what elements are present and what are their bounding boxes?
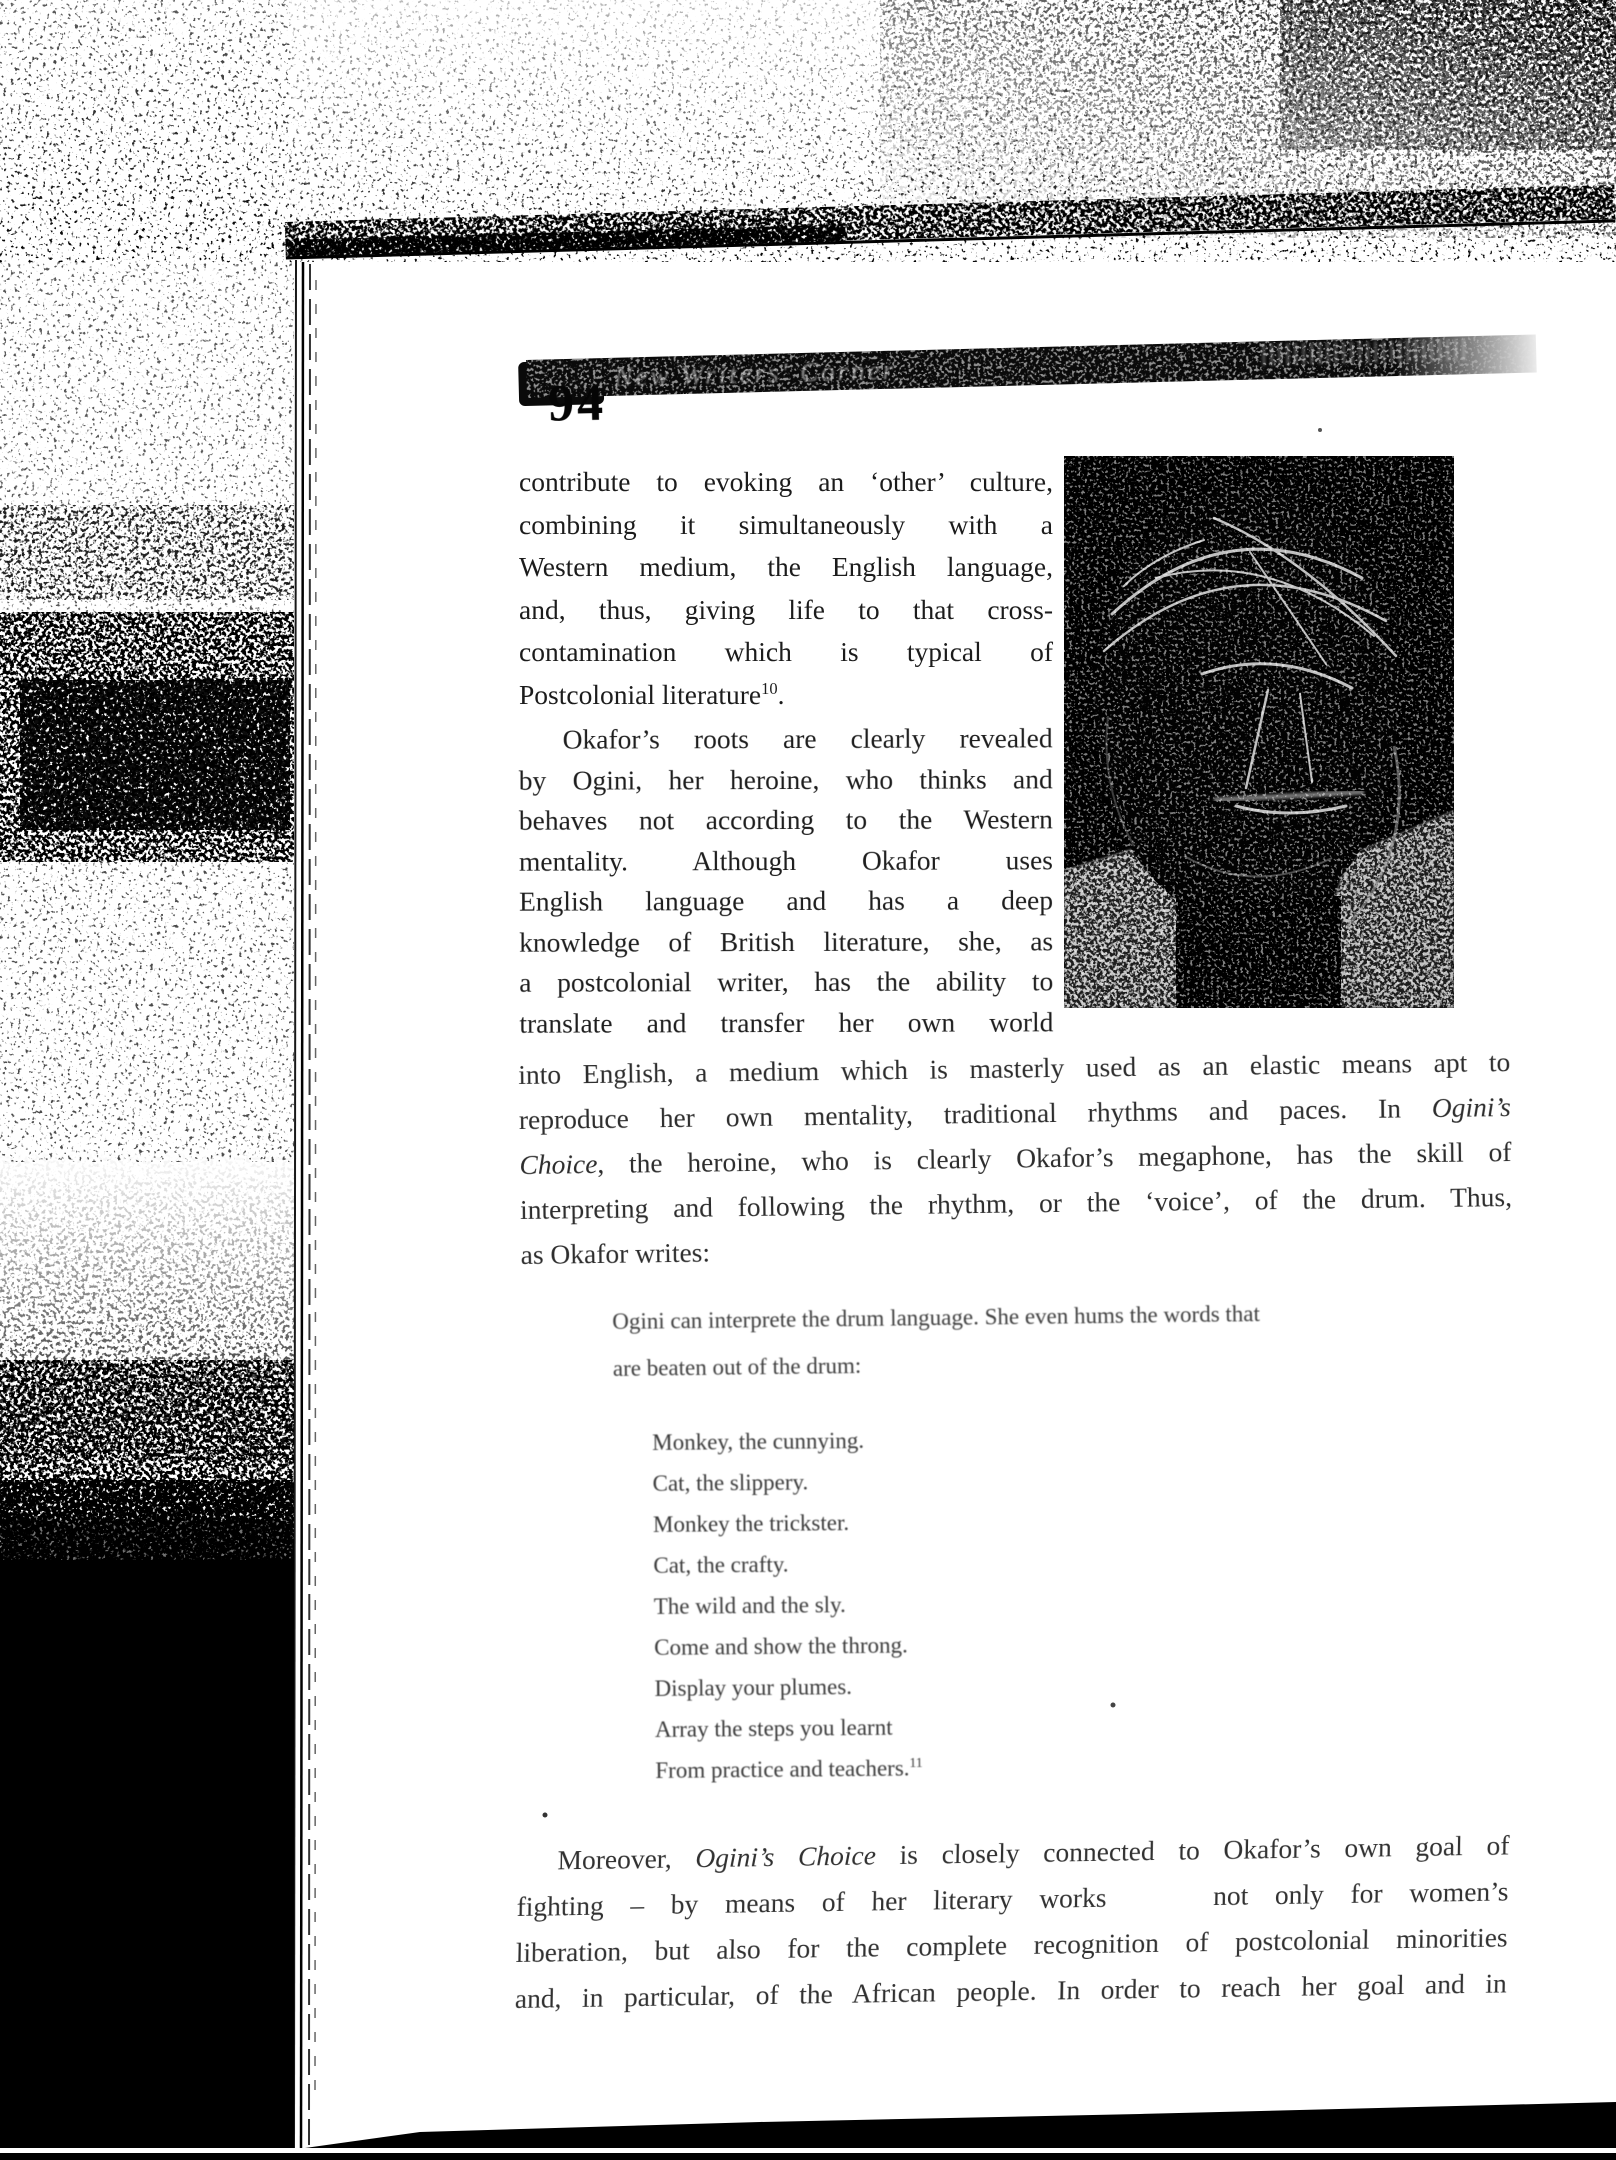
text-line: Postcolonial literature$^{10}$. — [519, 678, 785, 710]
text-line: knowledge of British literature, she, as — [519, 924, 1054, 958]
african-head-sculpture-photo — [1064, 456, 1454, 1008]
paragraph-okafors-roots — [519, 718, 1054, 1043]
poem-line: Array the steps you learnt — [654, 1714, 893, 1742]
poem-line: Monkey, the cunnying. — [652, 1427, 865, 1455]
poem-line: The wild and the sly. — [653, 1592, 846, 1619]
text-line: and, in particular, of the African people. In order to reach her goal and in — [514, 1967, 1508, 2015]
text-line: interpreting and following the rhythm, or the ‘voice’, of the drum. Thus, — [519, 1181, 1513, 1225]
text-line: as Okafor writes: — [520, 1236, 711, 1270]
text-line: a postcolonial writer, has the ability to — [519, 965, 1054, 998]
text-line: liberation, but also for the complete recognition of postcolonial minorities — [515, 1921, 1508, 1969]
paragraph-opening — [519, 461, 1053, 716]
text-line: by Ogini, her heroine, who thinks and — [518, 762, 1053, 796]
text-line: Moreover, Ogini’s Choice is closely connected to Okafor’s own goal of — [557, 1829, 1510, 1876]
text-line: fighting – by means of her literary works not only for women’s — [516, 1875, 1509, 1923]
text-line: behaves not according to the Western — [518, 803, 1053, 836]
quote-line: Ogini can interprete the drum language. She even hums the words that — [612, 1301, 1261, 1334]
poem-line: Cat, the crafty. — [653, 1551, 789, 1578]
poem-line: Come and show the throng. — [654, 1632, 908, 1660]
text-line: English language and has a deep — [519, 884, 1054, 917]
drum-song-poem — [652, 1416, 1256, 1791]
text-line: Choice, the heroine, who is clearly Okafor’s megaphone, has the skill of — [519, 1136, 1512, 1180]
text-line: reproduce her own mentality, traditional rhythms and paces. In Ogini’s — [518, 1091, 1512, 1135]
text-line: contamination which is typical of — [519, 636, 1053, 667]
text-line: and, thus, giving life to that cross- — [519, 593, 1053, 625]
text-line: into English, a medium which is masterly used as an elastic means apt to — [518, 1046, 1511, 1090]
paragraph-okafors-roots-continued — [518, 1039, 1513, 1277]
text-line: mentality. Although Okafor uses — [518, 843, 1053, 877]
text-line: Okafor’s roots are clearly revealed — [562, 722, 1053, 755]
running-head-title: New Writers' Corner — [614, 354, 897, 392]
poem-line: From practice and teachers.$^{11}$ — [655, 1754, 923, 1783]
quote-line: are beaten out of the drum: — [612, 1352, 862, 1381]
left-margin-texture — [0, 262, 294, 2160]
text-line: Western medium, the English language, — [519, 551, 1053, 582]
page-number: 94 — [547, 374, 607, 433]
page-spine-lines — [294, 260, 320, 2150]
block-quote — [612, 1288, 1403, 1392]
poem-line: Cat, the slippery. — [652, 1469, 809, 1496]
text-line: combining it simultaneously with a — [519, 508, 1053, 540]
poem-line: Display your plumes. — [654, 1674, 853, 1701]
text-line: contribute to evoking an ‘other’ culture, — [519, 466, 1053, 497]
paragraph-moreover — [514, 1822, 1509, 2022]
text-line: translate and transfer her own world — [519, 1005, 1054, 1039]
poem-line: Monkey the trickster. — [652, 1510, 850, 1537]
